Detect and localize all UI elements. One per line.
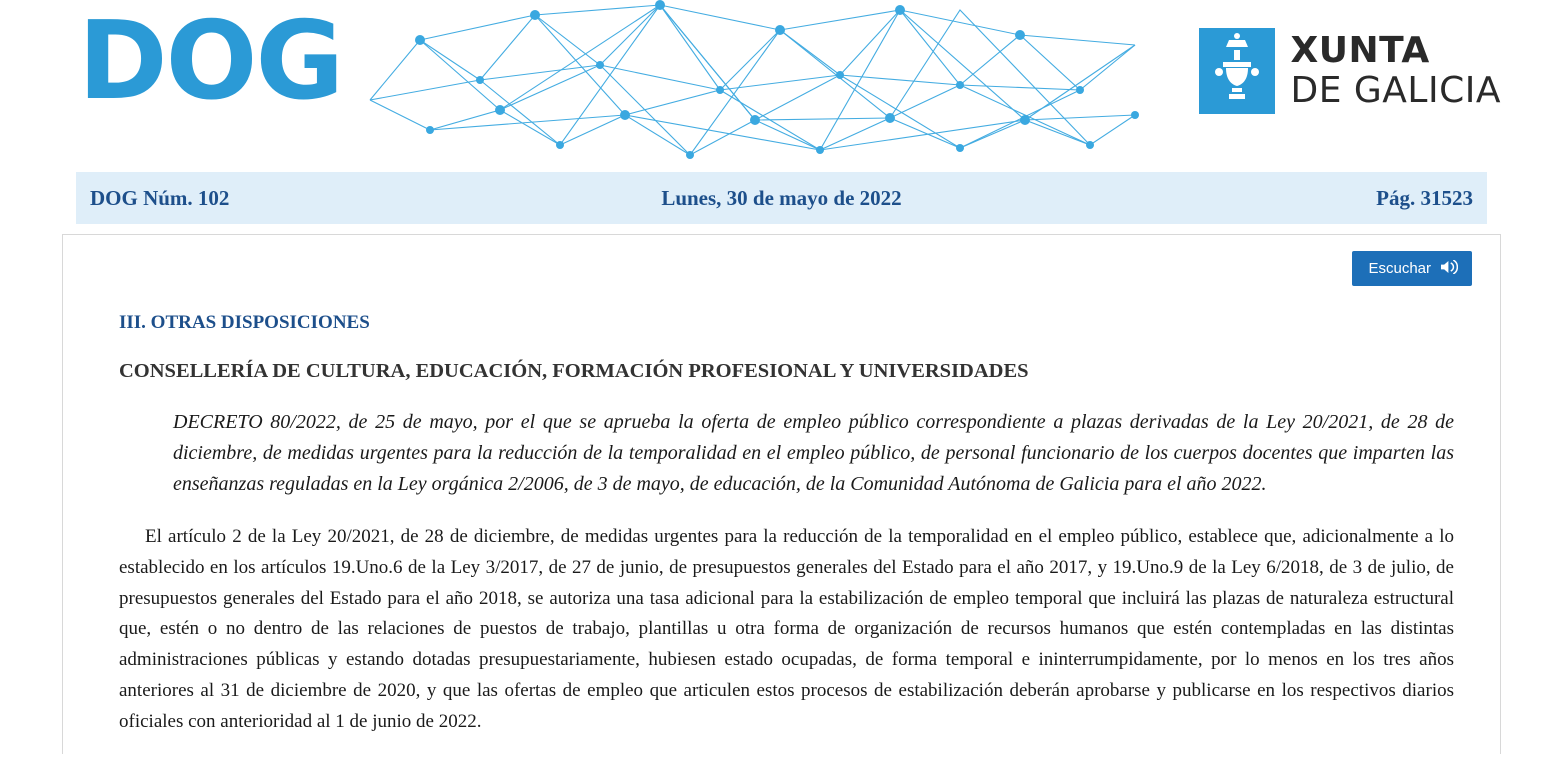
organism-heading: CONSELLERÍA DE CULTURA, EDUCACIÓN, FORMACIÓN PROFESIONAL Y UNIVERSIDADES [119,360,1029,382]
listen-button[interactable] [1352,251,1472,286]
decree-title: DECRETO 80/2022, de 25 de mayo, por el que se aprueba la oferta de empleo público correspondiente a plazas derivadas de la Ley 20/2021, de 28 de diciembre, de medidas urgentes para la reducción de la temporalidad en el empleo público, de personal funcionario de los cuerpos docentes que imparten las enseñanzas reguladas en la Ley orgánica 2/2006, de 3 de mayo, de educación, de la Comunidad Autónoma de Galicia para el año 2022. [173,411,1454,495]
issue-date: Lunes, 30 de mayo de 2022 [661,185,902,210]
xunta-wordmark [1291,31,1502,112]
xunta-emblem [1199,28,1502,114]
document-panel [62,234,1501,754]
dog-logo: DOG [78,0,343,124]
issue-number: DOG Núm. 102 [90,185,230,210]
listen-button-label: Escuchar [1368,260,1431,277]
xunta-shield-icon [1199,28,1275,114]
section-heading: III. OTRAS DISPOSICIONES [119,312,370,333]
body-paragraph: El artículo 2 de la Ley 20/2021, de 28 de diciembre, de medidas urgentes para la reducción de la temporalidad en el empleo público, establece que, adicionalmente a lo establecido en los artículos 19.Uno.6 de la Ley 3/2017, de 27 de junio, de presupuestos generales del Estado para el año 2017, y 19.Uno.9 de la Ley 6/2018, de 3 de julio, de presupuestos generales del Estado para el año 2018, se autoriza una tasa adicional para la estabilización de empleo temporal que incluirá las plazas de naturaleza estructural que, estén o no dentro de las relaciones de puestos de trabajo, plantillas u otra forma de organización de recursos humanos que estén contempladas en las distintas administraciones públicas y estando dotadas presupuestariamente, hubiesen estado ocupadas, de forma temporal e ininterrumpidamente, por lo menos en los tres años anteriores al 31 de diciembre de 2020, y que las ofertas de empleo que articulen estos procesos de estabilización deberán aprobarse y publicarse en los respectivos diarios oficiales con anterioridad al 1 de junio de 2022. [119,526,1454,732]
xunta-line1: XUNTA [1290,29,1430,71]
toolbar [91,251,1472,286]
speaker-icon [1441,260,1458,277]
masthead [0,0,1563,172]
issue-info-bar [76,172,1487,224]
page-number: Pág. 31523 [1376,185,1473,210]
network-mesh-graphic [360,0,1140,170]
xunta-line2: DE GALICIA [1290,70,1501,111]
